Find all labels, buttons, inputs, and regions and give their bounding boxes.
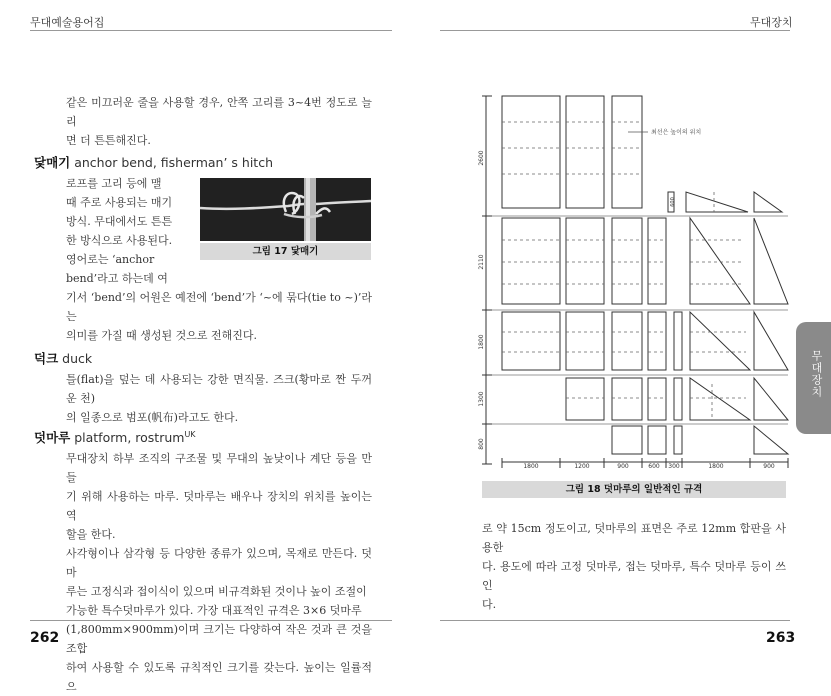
- small-dimension-label: 600: [670, 197, 676, 207]
- text-line: 사각형이나 삼각형 등 다양한 종류가 있으며, 목재로 만든다. 덧마: [66, 547, 372, 579]
- entry-english: duck: [62, 351, 93, 366]
- text-line: 로프를 고리 등에 맬: [66, 177, 162, 190]
- row-dimension-label: 2110: [478, 254, 485, 270]
- text-line: 가능한 특수덧마루가 있다. 가장 대표적인 규격은 3×6 덧마루: [66, 604, 362, 617]
- row-dimension-label: 800: [478, 438, 485, 450]
- text-line: 방식. 무대에서도 튼튼: [66, 215, 173, 228]
- page-number-right: 263: [766, 630, 796, 646]
- running-header-left: 무대예술용어집: [30, 16, 105, 29]
- entry-term: 덧마루: [34, 430, 71, 445]
- text-line: 한 방식으로 사용된다.: [66, 234, 173, 247]
- entry-term: 닻매기: [34, 155, 71, 170]
- platform-dimension-diagram: [478, 92, 790, 474]
- diagram-annotation: 최선은 높이의 위치: [651, 129, 702, 136]
- text-line: 할을 한다.: [66, 528, 116, 541]
- text-line: 무대장치 하부 조직의 구조물 및 무대의 높낮이나 계단 등을 만들: [66, 452, 372, 484]
- figure-17-caption: 그림 17 닻매기: [200, 243, 371, 260]
- entry-term: 덕크: [34, 351, 59, 366]
- text-line: (1,800mm×900mm)이며 크기는 다양하여 작은 것과 큰 것을 조합: [66, 623, 372, 655]
- intro-paragraph: [66, 93, 372, 150]
- header-rule-left: [30, 30, 392, 31]
- text-line: 때 주로 사용되는 매기: [66, 196, 173, 209]
- page-number-left: 262: [30, 630, 60, 646]
- text-line: 다.: [482, 598, 497, 611]
- text-line: 기서 ‘bend’의 어원은 예전에 ‘bend’가 ‘~에 묶다(tie to ~)’라는: [66, 291, 372, 323]
- row-dimension-label: 1800: [478, 334, 485, 350]
- entry-heading-duck: [34, 349, 92, 367]
- entry-english: platform, rostrum: [74, 430, 185, 445]
- text-line: 로 약 15cm 정도이고, 덧마루의 표면은 주로 12mm 합판을 사용한: [482, 522, 786, 554]
- entry-heading-anchor-bend: [34, 153, 273, 171]
- text-line: 의 일종으로 범포(帆布)라고도 한다.: [66, 411, 239, 424]
- text-line: 기 위해 사용하는 마루. 덧마루는 배우나 장치의 위치를 높이는 역: [66, 490, 372, 522]
- footer-rule-left: [30, 620, 392, 621]
- text-line: 하여 사용할 수 있도록 규칙적인 크기를 갖는다. 높이는 일률적으: [66, 661, 372, 693]
- text-line: 틀(flat)을 덮는 데 사용되는 강한 면직물. 즈크(황마로 짠 두꺼운 천): [66, 373, 372, 405]
- text-line: 면 더 튼튼해진다.: [66, 134, 151, 147]
- width-dimension-label: 1800: [708, 463, 724, 470]
- width-dimension-label: 600: [648, 463, 660, 470]
- platform-definition: [66, 449, 372, 696]
- entry-heading-platform: [34, 428, 196, 446]
- chapter-thumb-tab[interactable]: [796, 322, 831, 434]
- width-dimension-label: 300: [668, 463, 680, 470]
- width-dimension-label: 900: [763, 463, 775, 470]
- footer-rule-right: [440, 620, 790, 621]
- text-line: 루는 고정식과 접이식이 있으며 비규격화된 것이나 높이 조절이: [66, 585, 367, 598]
- figure-18-caption: 그림 18 덧마루의 일반적인 규격: [482, 481, 786, 498]
- row-dimension-label: 1300: [478, 391, 485, 407]
- text-line: 같은 미끄러운 줄을 사용할 경우, 안쪽 고리를 3~4번 정도로 늘리: [66, 96, 372, 128]
- text-line: 의미를 가질 때 생성된 것으로 전해진다.: [66, 329, 257, 342]
- width-dimension-label: 1800: [523, 463, 539, 470]
- text-line: 다. 용도에 따라 고정 덧마루, 접는 덧마루, 특수 덧마루 등이 쓰인: [482, 560, 786, 592]
- anchor-bend-wrapped-text: [66, 174, 174, 288]
- anchor-bend-continued-text: [66, 288, 372, 345]
- text-line: bend’라고 하는데 여: [66, 272, 168, 285]
- text-line: 영어로는 ‘anchor: [66, 253, 155, 266]
- running-header-right: 무대장치: [750, 16, 793, 29]
- header-rule-right: [440, 30, 790, 31]
- chapter-tab-label: 무대장치: [810, 350, 823, 398]
- width-dimension-label: 900: [617, 463, 629, 470]
- duck-definition: [66, 370, 372, 427]
- knot-image: [200, 178, 371, 241]
- right-page-body-text: [482, 519, 786, 614]
- width-dimension-label: 1200: [574, 463, 590, 470]
- entry-english: anchor bend, fisherman’ s hitch: [74, 155, 273, 170]
- row-dimension-label: 2600: [478, 150, 485, 166]
- anchor-bend-photo: [200, 178, 371, 241]
- entry-superscript: UK: [184, 429, 196, 439]
